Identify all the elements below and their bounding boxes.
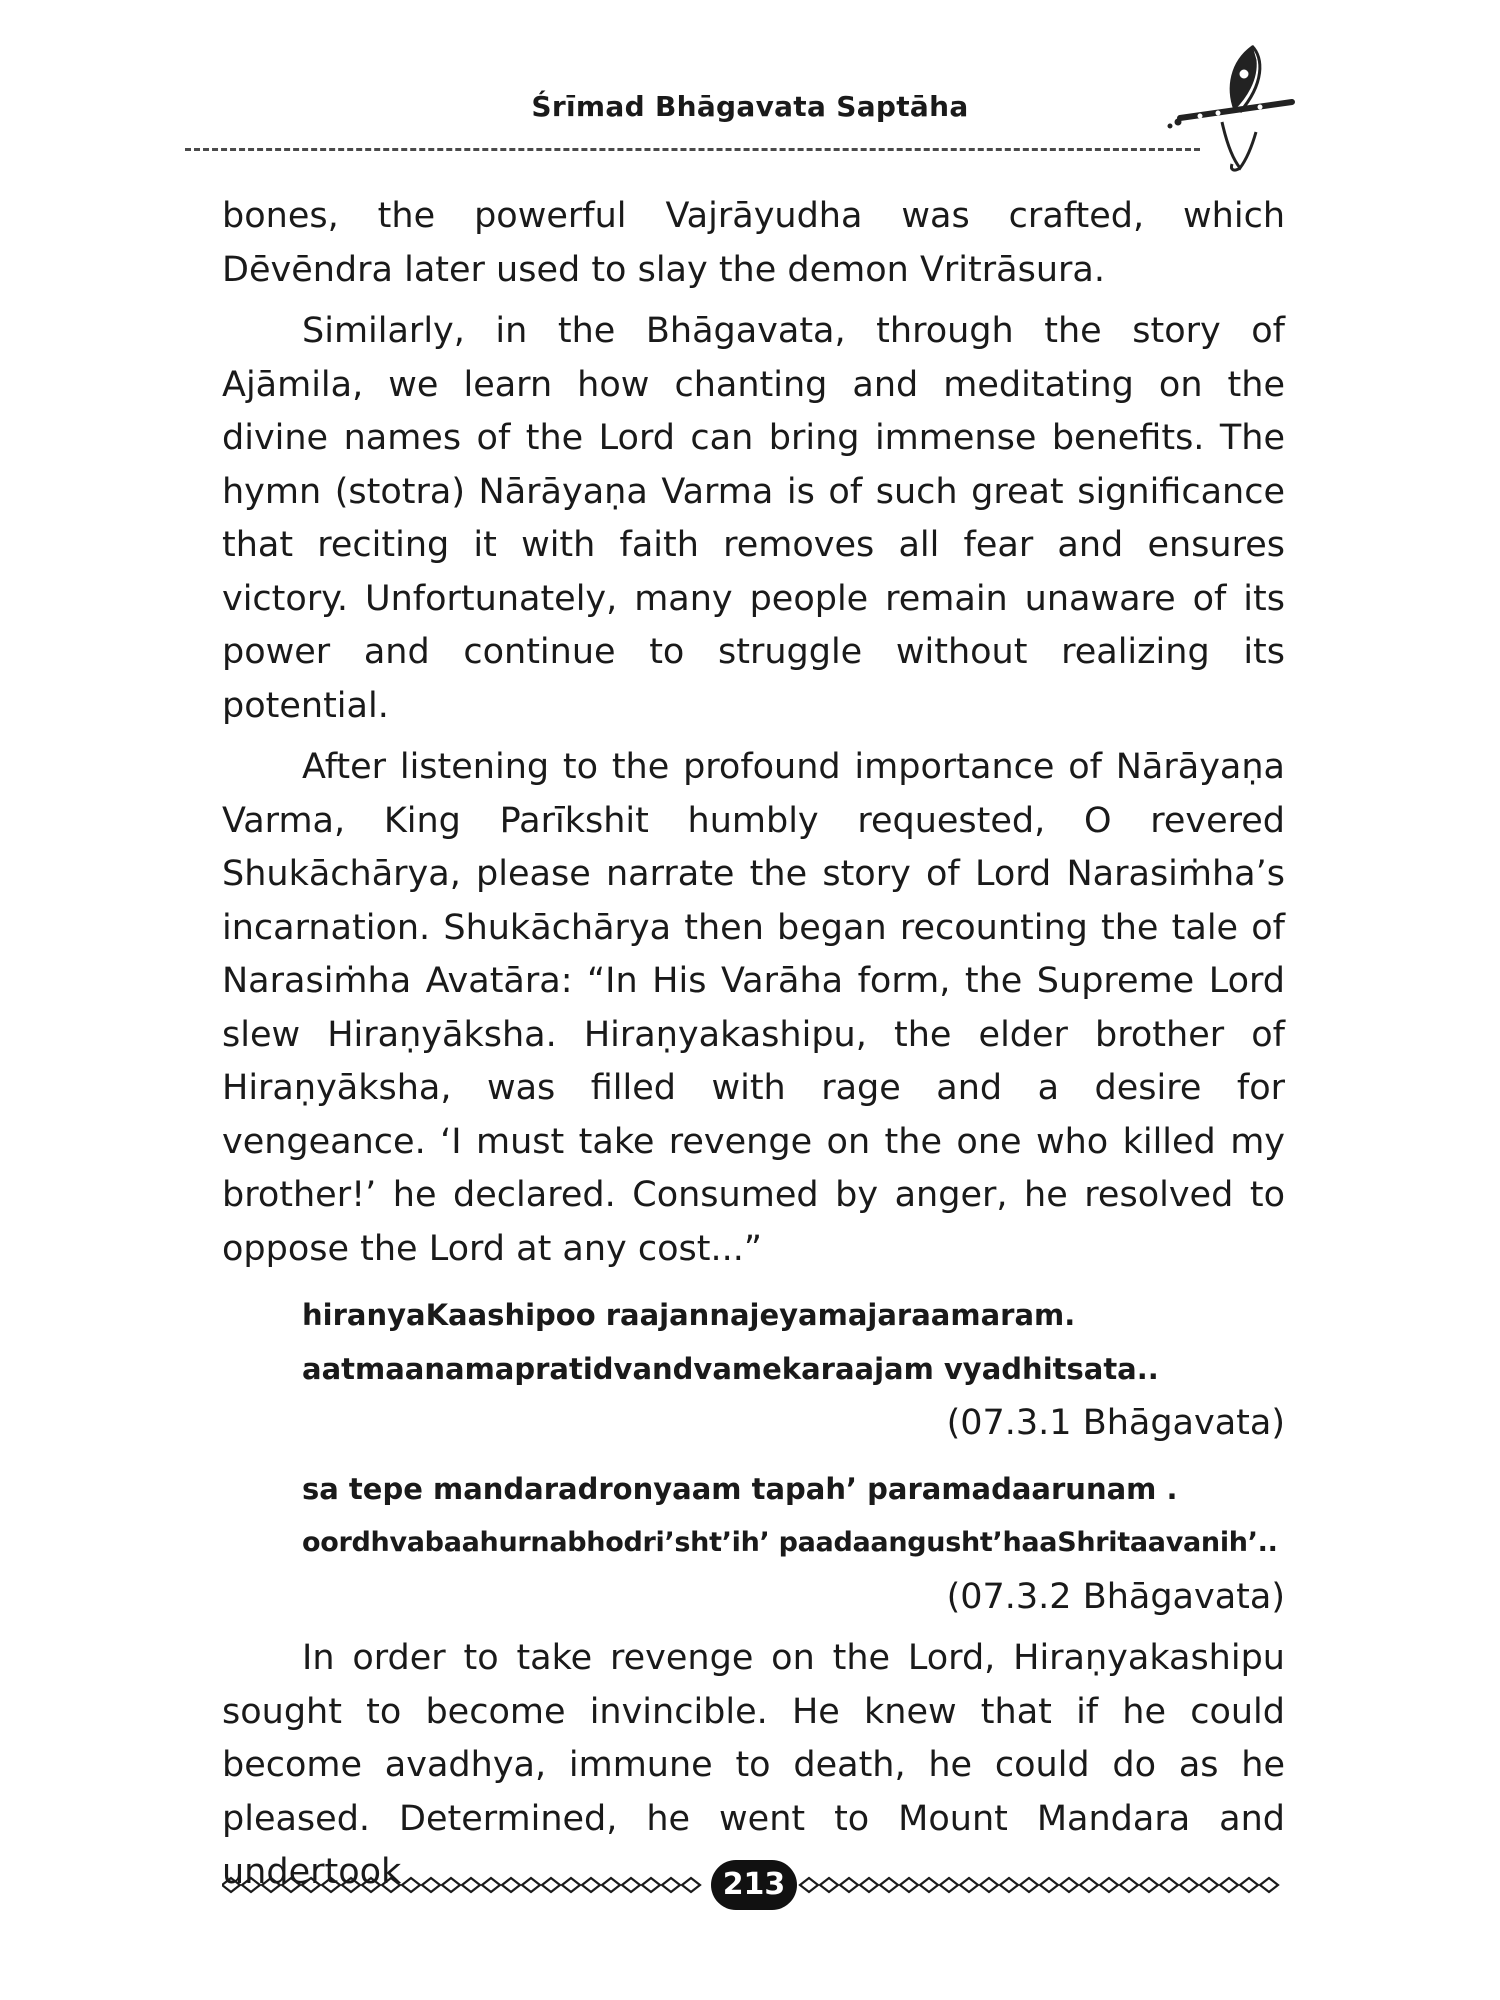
diamond-link (542, 1878, 560, 1892)
diamond-link (1140, 1878, 1158, 1892)
diamond-link (1100, 1878, 1118, 1892)
verse-line: aatmaanamapratidvandvamekaraajam vyadhitsata.. (302, 1352, 1159, 1386)
diamond-link (422, 1878, 440, 1892)
diamond-link (1000, 1878, 1018, 1892)
diamond-link (482, 1878, 500, 1892)
diamond-link (302, 1878, 320, 1892)
diamond-link (462, 1878, 480, 1892)
diamond-link (382, 1878, 400, 1892)
diamond-link (502, 1878, 520, 1892)
diamond-link (282, 1878, 300, 1892)
diamond-link (1120, 1878, 1138, 1892)
diamond-link (960, 1878, 978, 1892)
diamond-link (820, 1878, 838, 1892)
diamond-link (522, 1878, 540, 1892)
diamond-link (900, 1878, 918, 1892)
diamond-link (980, 1878, 998, 1892)
header-dashed-rule (185, 148, 1200, 151)
sanskrit-verse (222, 1288, 1285, 1450)
diamond-link (1180, 1878, 1198, 1892)
diamond-link (840, 1878, 858, 1892)
page-footer (222, 1860, 1285, 1910)
diamond-link (1220, 1878, 1238, 1892)
peacock-feather-flute-icon (1160, 40, 1300, 180)
running-title: Śrīmad Bhāgavata Saptāha (531, 90, 969, 123)
diamond-link (582, 1878, 600, 1892)
diamond-link (622, 1878, 640, 1892)
diamond-link (262, 1878, 280, 1892)
diamond-link (662, 1878, 680, 1892)
verse-reference: (07.3.1 Bhāgavata) (946, 1403, 1285, 1443)
diamond-link (880, 1878, 898, 1892)
diamond-link (442, 1878, 460, 1892)
diamond-link (682, 1878, 700, 1892)
diamond-link (1020, 1878, 1038, 1892)
diamond-link (800, 1878, 818, 1892)
diamond-link (1060, 1878, 1078, 1892)
diamond-link (602, 1878, 620, 1892)
diamond-link (1080, 1878, 1098, 1892)
verse-line: oordhvabaahurnabhodri’sht’ih’ paadaangusht’haaShritaavanih’.. (302, 1527, 1278, 1558)
page-number: 213 (711, 1860, 797, 1910)
diamond-link (1040, 1878, 1058, 1892)
paragraph: After listening to the profound importance of Nārāyaṇa Varma, King Parīkshit humbly requested, O revered Shukāchārya, please narrate the story of Lord Narasiṁha’s incarnation. Shukāchārya then began recounting the tale of Narasiṁha Avatāra: “In His Varāha form, the Supreme Lord slew Hiraṇyāksha. Hiraṇyakashipu, the elder brother of Hiraṇyāksha, was filled with rage and a desire for vengeance. ‘I must take revenge on the one who killed my brother!’ he declared. Consumed by anger, he resolved to oppose the Lord at any cost...” (222, 747, 1285, 1269)
diamond-link (322, 1878, 340, 1892)
diamond-link (860, 1878, 878, 1892)
diamond-link (402, 1878, 420, 1892)
paragraph: bones, the powerful Vajrāyudha was crafted, which Dēvēndra later used to slay the demon Vritrāsura. (222, 196, 1285, 290)
diamond-link (642, 1878, 660, 1892)
verse-line: hiranyaKaashipoo raajannajeyamajaraamaram. (302, 1298, 1076, 1332)
paragraph: Similarly, in the Bhāgavata, through the story of Ajāmila, we learn how chanting and meditating on the divine names of the Lord can bring immense benefits. The hymn (stotra) Nārāyaṇa Varma is of such great significance that reciting it with faith removes all fear and ensures victory. Unfortunately, many people remain unaware of its power and continue to struggle without realizing its potential. (222, 311, 1285, 726)
verse-reference: (07.3.2 Bhāgavata) (946, 1577, 1285, 1617)
diamond-link (1260, 1878, 1278, 1892)
diamond-link (940, 1878, 958, 1892)
paragraph: In order to take revenge on the Lord, Hiraṇyakashipu sought to become invincible. He knew that if he could become avadhya, immune to death, he could do as he pleased. Determined, he went to Mount Mandara and undertook (222, 1638, 1285, 1892)
verse-line: sa tepe mandaradronyaam tapah’ paramadaarunam . (302, 1472, 1178, 1506)
diamond-link (920, 1878, 938, 1892)
diamond-link (562, 1878, 580, 1892)
diamond-link (242, 1878, 260, 1892)
diamond-link (1240, 1878, 1258, 1892)
sanskrit-verse (222, 1462, 1285, 1624)
diamond-link (362, 1878, 380, 1892)
diamond-link (1200, 1878, 1218, 1892)
diamond-link (342, 1878, 360, 1892)
body-text (222, 190, 1285, 1900)
diamond-link (1160, 1878, 1178, 1892)
diamond-link (222, 1878, 240, 1892)
